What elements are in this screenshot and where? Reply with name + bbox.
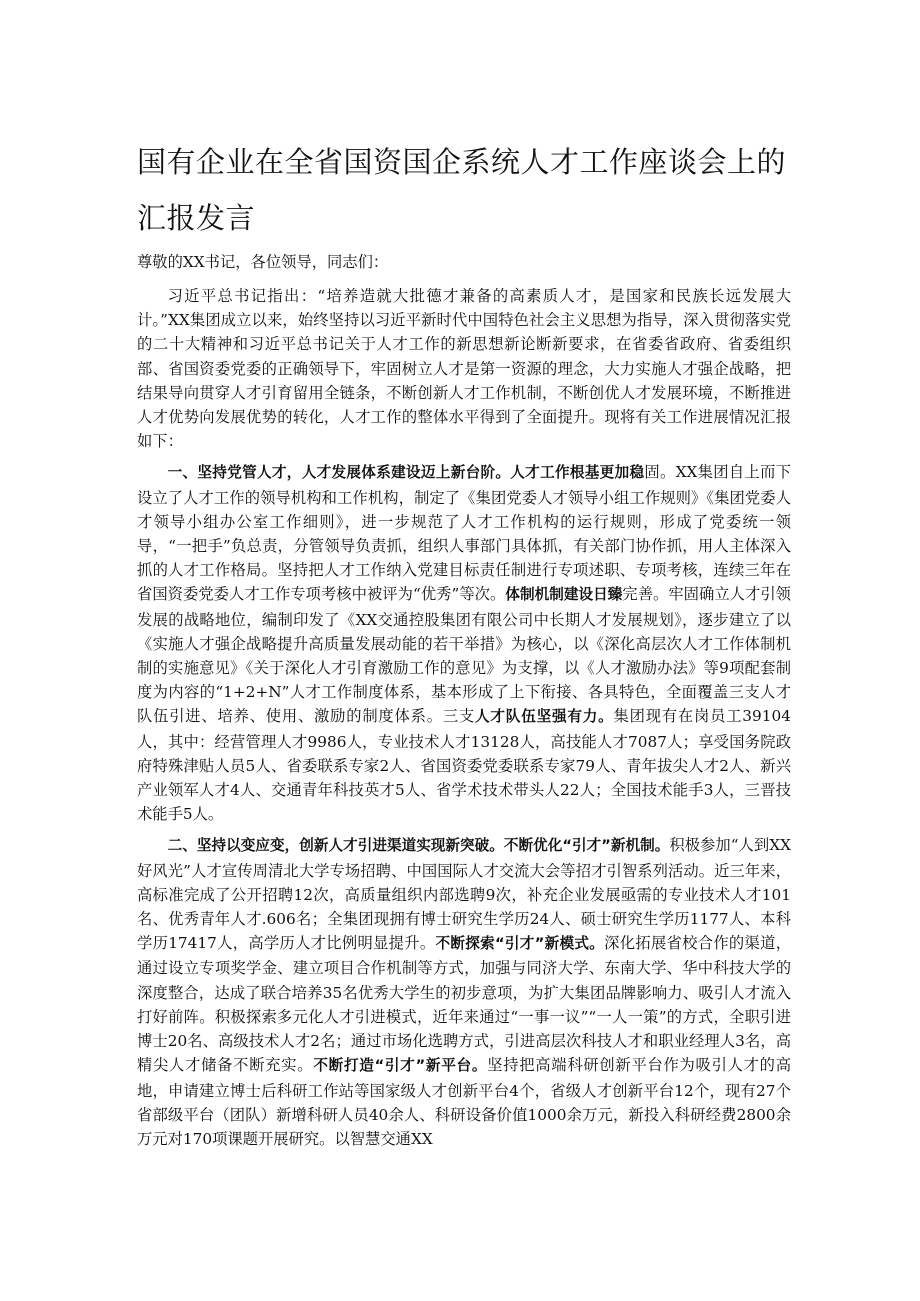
body-paragraph (137, 460, 791, 826)
bold-heading-run: 一、坚持党管人才，人才发展体系建设迈上新台阶。人才工作根基更加稳 (167, 464, 645, 482)
bold-heading-run: 不断打造“引才”新平台。 (313, 1057, 488, 1075)
text-run: 固。XX集团自上而下设立了人才工作的领导机构和工作机构，制定了《集团党委人才领导小组工作规则》《集团党委人才领导小组办公室工作细则》，进一步规范了人才工作机构的运行规则，形成了党委统一领导，“一把手”负总责，分管领导负责抓，组织人事部门具体抓，有关部门协作抓，用人主体深入抓的人才工作格局。坚持把人才工作纳入党建目标责任制进行专项述职、专项考核，连续三年在省国资委党委人才工作专项考核中被评为“优秀”等次。 (137, 463, 791, 604)
document-title: 国有企业在全省国资国企系统人才工作座谈会上的汇报发言 (137, 145, 787, 235)
text-run: 积极参加“人到XX好风光”人才宣传周清北大学专场招聘、中国国际人才交流大会等招才引智系列活动。近三年来，高标准完成了公开招聘12次，高质量组织内部选聘9次，补充企业发展亟需的专业技术人才101名、优秀青年人才.606名；全集团现拥有博士研究生学历24人、硕士研究生学历1177人、本科学历17417人，高学历人才比例明显提升。 (137, 836, 791, 953)
salutation: 尊敬的XX书记，各位领导，同志们： (137, 253, 389, 271)
body-paragraph (137, 833, 791, 1151)
text-run: 完善。牢固确立人才引领发展的战略地位，编制印发了《XX交通控股集团有限公司中长期人才发展规划》，逐步建立了以《实施人才强企战略提升高质量发展动能的若干举措》为核心，以《深化高层次人才工作体制机制的实施意见》《关于深化人才引育激励工作的意见》为支撑，以《人才激励办法》等9项配套制度为内容的“1+2+N”人才工作制度体系，基本形成了上下衔接、各具特色，全面覆盖三支人才队伍引进、培养、使用、激励的制度体系。三支 (137, 585, 791, 726)
text-run: 深化拓展省校合作的渠道，通过设立专项奖学金、建立项目合作机制等方式，加强与同济大学、东南大学、华中科技大学的深度整合，达成了联合培养35名优秀大学生的初步意项，为扩大集团品牌影响力、吸引人才流入打好前阵。积极探索多元化人才引进模式，近年来通过“一事一议”“一人一策”的方式，全职引进博士20名、高级技术人才2名；通过市场化选聘方式，引进高层次科技人才和职业经理人3名，高精尖人才储备不断充实。 (137, 934, 791, 1075)
text-run: 坚持把高端科研创新平台作为吸引人才的高地，申请建立博士后科研工作站等国家级人才创新平台4个，省级人才创新平台12个，现有27个省部级平台（团队）新增科研人员40余人、科研设备价值1000余万元，新投入科研经费2800余万元对170项课题开展研究。以智慧交通XX (137, 1056, 791, 1148)
bold-heading-run: 体制机制建设日臻 (505, 586, 623, 604)
body-paragraph (137, 284, 791, 453)
document-body (137, 284, 791, 1158)
bold-heading-run: 二、坚持以变应变，创新人才引进渠道实现新突破。不断优化“引才”新机制。 (167, 837, 670, 855)
bold-heading-run: 人才队伍坚强有力。 (475, 708, 614, 726)
bold-heading-run: 不断探索“引才”新模式。 (435, 935, 605, 953)
text-run: 集团现有在岗员工39104人，其中：经营管理人才9986人，专业技术人才13128人，高技能人才7087人；享受国务院政府特殊津贴人员5人、省委联系专家2人、省国资委党委联系专家79人、青年拔尖人才2人、新兴产业领军人才4人、交通青年科技英才5人、省学术技术带头人22人；全国技术能手3人，三晋技术能手5人。 (137, 707, 791, 824)
text-run: 习近平总书记指出：“培养造就大批德才兼备的高素质人才，是国家和民族长远发展大计。”XX集团成立以来，始终坚持以习近平新时代中国特色社会主义思想为指导，深入贯彻落实党的二十大精神和习近平总书记关于人才工作的新思想新论断新要求，在省委省政府、省委组织部、省国资委党委的正确领导下，牢固树立人才是第一资源的理念，大力实施人才强企战略，把结果导向贯穿人才引育留用全链条，不断创新人才工作机制，不断创优人才发展环境，不断推进人才优势向发展优势的转化，人才工作的整体水平得到了全面提升。现将有关工作进展情况汇报如下： (137, 287, 791, 451)
